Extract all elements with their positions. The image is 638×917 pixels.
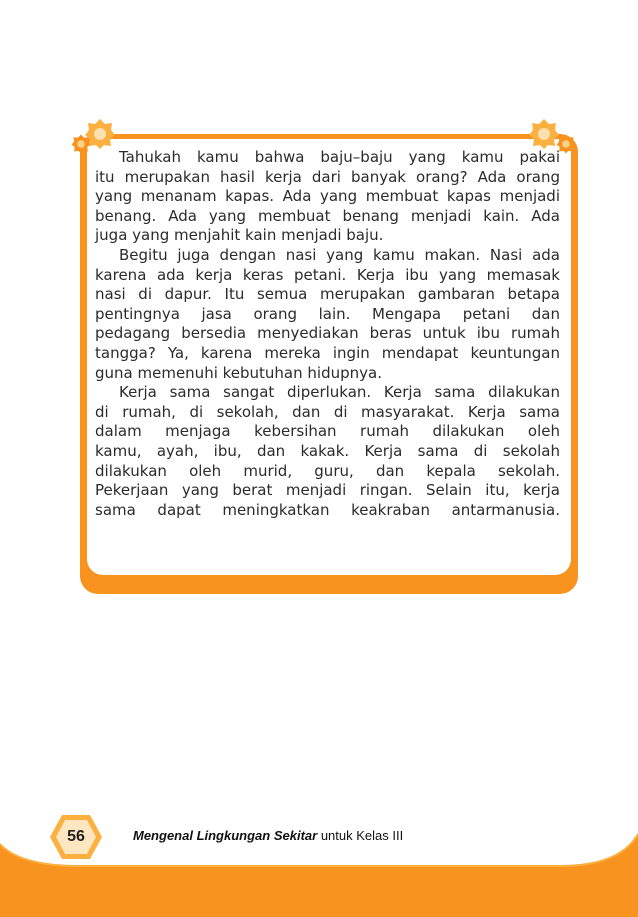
reading-text (95, 148, 560, 520)
text-line: itu merupakan hasil kerja dari banyak orang? Ada orang (95, 167, 560, 186)
text-line: Pekerjaan yang berat menjadi ringan. Selain itu, kerja (95, 481, 560, 500)
text-line: kamu, ayah, ibu, dan kakak. Kerja sama di sekolah (95, 441, 560, 460)
paragraph-1 (95, 148, 560, 246)
text-line: tangga? Ya, karena mereka ingin mendapat keuntungan (95, 343, 560, 362)
text-line: pentingnya jasa orang lain. Mengapa petani dan (95, 304, 560, 323)
book-title (133, 828, 403, 843)
box-right-border (571, 139, 572, 545)
text-line: benang. Ada yang membuat benang menjadi kain. Ada (95, 206, 560, 225)
text-line: juga yang menjahit kain menjadi baju. (95, 226, 384, 245)
text-line: Tahukah kamu bahwa baju–baju yang kamu pakai (119, 148, 560, 166)
book-title-main: Mengenal Lingkungan Sekitar (133, 828, 318, 843)
box-left-border (86, 139, 87, 545)
text-line: karena ada kerja keras petani. Kerja ibu yang memasak (95, 265, 560, 284)
text-line: pedagang bersedia menyediakan beras untuk ibu rumah (95, 324, 560, 343)
text-line: yang menanam kapas. Ada yang membuat kapas menjadi (95, 187, 560, 206)
text-line: Kerja sama sangat diperlukan. Kerja sama dilakukan (119, 383, 560, 402)
text-line: dilakukan oleh murid, guru, dan kepala sekolah. (95, 461, 560, 480)
page-number: 56 (67, 828, 85, 845)
flower-decoration-left-small-icon (71, 134, 91, 154)
book-title-suffix: untuk Kelas III (317, 828, 404, 843)
text-line: nasi di dapur. Itu semua merupakan gambaran betapa (95, 285, 560, 304)
paragraph-2 (95, 246, 560, 383)
text-line: guna memenuhi kebutuhan hidupnya. (95, 363, 382, 382)
text-line: di rumah, di sekolah, dan di masyarakat. Kerja sama (95, 402, 560, 421)
paragraph-3 (95, 383, 560, 520)
text-line: sama dapat meningkatkan keakraban antarmanusia. (95, 500, 560, 519)
text-line: dalam menjaga kebersihan rumah dilakukan oleh (95, 422, 560, 441)
text-line: Begitu juga dengan nasi yang kamu makan. Nasi ada (119, 245, 560, 264)
